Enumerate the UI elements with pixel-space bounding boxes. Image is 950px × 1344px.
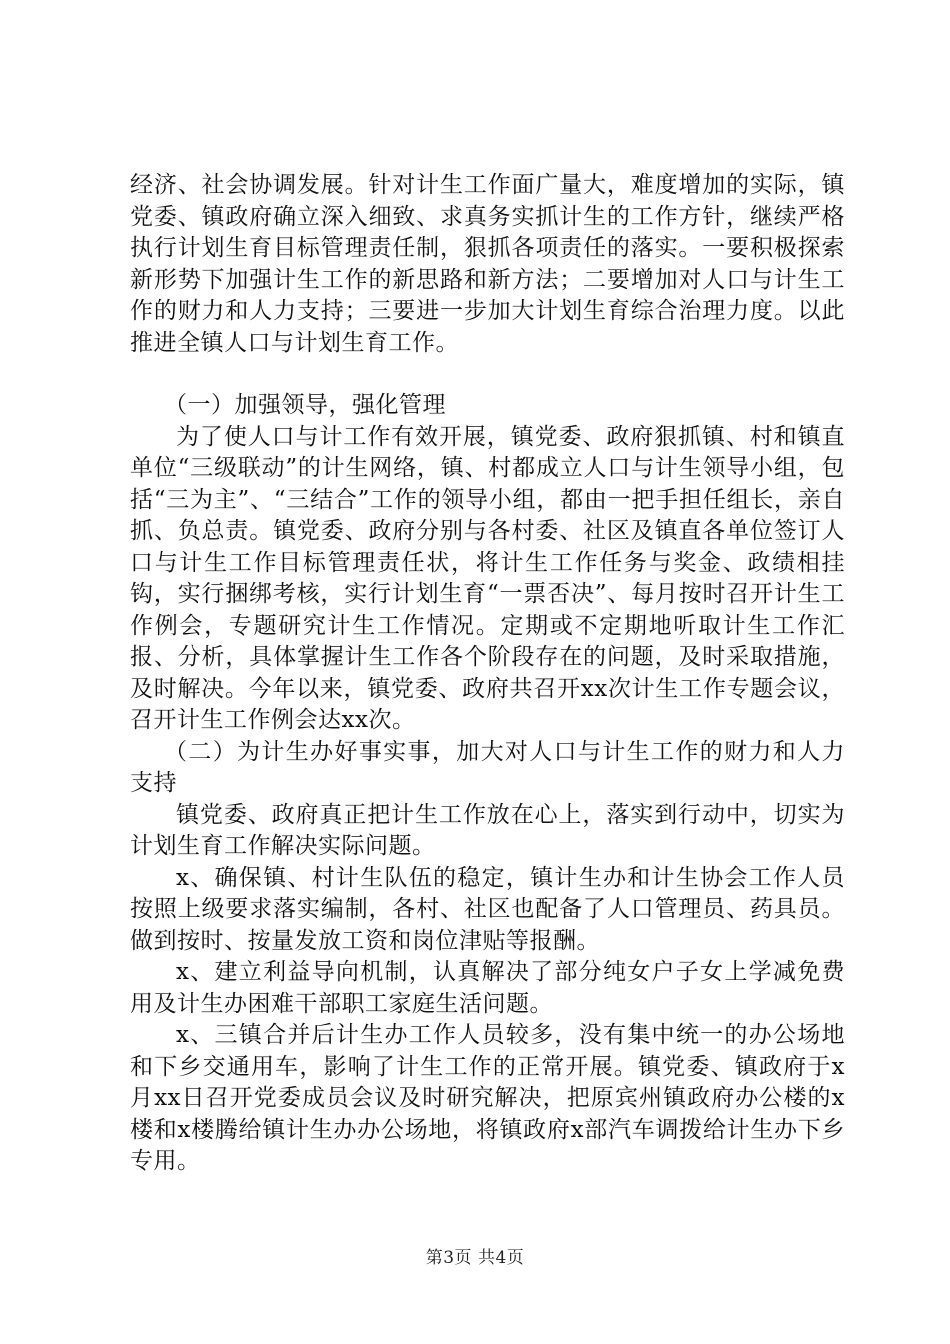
section-2-heading: （二）为计生办好事实事，加大对人口与计生工作的财力和人力支持 [130, 738, 845, 796]
section-2-paragraph: 镇党委、政府真正把计生工作放在心上，落实到行动中，切实为计划生育工作解决实际问题。 [130, 801, 845, 859]
section-1-heading: （一）加强领导，强化管理 [164, 392, 446, 418]
section-2-item-3: x、三镇合并后计生办工作人员较多，没有集中统一的办公场地和下乡交通用车，影响了计生工作的正常开展。镇党委、镇政府于x月xx日召开党委成员会议及时研究解决，把原宾州镇政府办公楼的x楼和x楼腾给镇计生办办公场地，将镇政府x部汽车调拨给计生办下乡专用。 [130, 1022, 845, 1174]
page-number-footer: 第3页 共4页 [425, 1248, 525, 1268]
section-2-item-1: x、确保镇、村计生队伍的稳定，镇计生办和计生协会工作人员按照上级要求落实编制，各村、社区也配备了人口管理员、药具员。做到按时、按量发放工资和岗位津贴等报酬。 [130, 864, 845, 954]
section-2-item-2: x、建立利益导向机制，认真解决了部分纯女户子女上学减免费用及计生办困难干部职工家庭生活问题。 [130, 959, 845, 1017]
section-1-paragraph: 为了使人口与计工作有效开展，镇党委、政府狠抓镇、村和镇直单位“三级联动”的计生网络，镇、村都成立人口与计生领导小组，包括“三为主”、“三结合”工作的领导小组，都由一把手担任组长，亲自抓、负总责。镇党委、政府分别与各村委、社区及镇直各单位签订人口与计生工作目标管理责任状，将计生工作任务与奖金、政绩相挂钩，实行捆绑考核，实行计划生育“一票否决”、每月按时召开计生工作例会，专题研究计生工作情况。定期或不定期地听取计生工作汇报、分析，具体掌握计生工作各个阶段存在的问题，及时采取措施，及时解决。今年以来，镇党委、政府共召开xx次计生工作专题会议，召开计生工作例会达xx次。 [130, 423, 845, 733]
intro-paragraph: 经济、社会协调发展。针对计生工作面广量大，难度增加的实际，镇党委、镇政府确立深入细致、求真务实抓计生的工作方针，继续严格执行计划生育目标管理责任制，狠抓各项责任的落实。一要积极探索新形势下加强计生工作的新思路和新方法；二要增加对人口与计生工作的财力和人力支持；三要进一步加大计划生育综合治理力度。以此推进全镇人口与计划生育工作。 [130, 172, 845, 356]
document-body [130, 170, 845, 1178]
